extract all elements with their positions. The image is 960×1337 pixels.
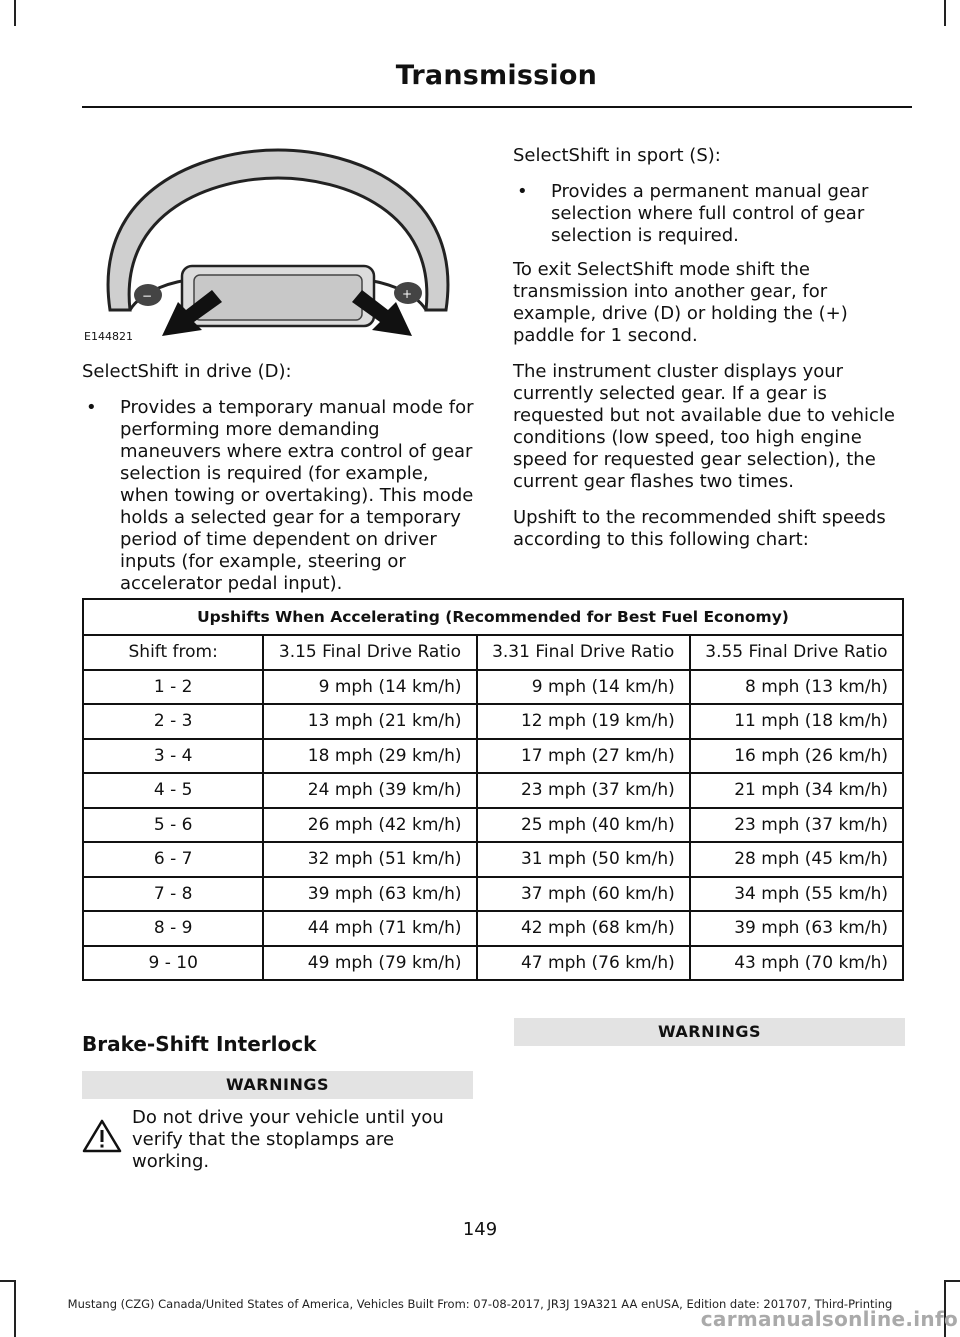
table-row [83,808,903,843]
table-cell: 39 mph (63 km/h) [690,911,903,946]
table-cell: 31 mph (50 km/h) [477,842,690,877]
table-caption: Upshifts When Accelerating (Recommended for Best Fuel Economy) [83,599,903,635]
table-cell: 8 mph (13 km/h) [690,670,903,705]
selectshift-sport-intro: SelectShift in sport (S): [513,145,721,166]
table-row [83,704,903,739]
table-cell: 24 mph (39 km/h) [263,773,476,808]
table-row [83,773,903,808]
column-header: 3.55 Final Drive Ratio [690,635,903,670]
table-cell: 21 mph (34 km/h) [690,773,903,808]
table-cell: 34 mph (55 km/h) [690,877,903,912]
table-row [83,670,903,705]
selectshift-drive-intro: SelectShift in drive (D): [82,361,292,382]
svg-text:+: + [402,287,413,301]
table-cell: 11 mph (18 km/h) [690,704,903,739]
column-header: 3.15 Final Drive Ratio [263,635,476,670]
table-row [83,946,903,981]
section-heading: Brake-Shift Interlock [82,1032,317,1056]
table-cell: 28 mph (45 km/h) [690,842,903,877]
paragraph: To exit SelectShift mode shift the transmission into another gear, for example, drive (D) or holding the (+) paddle for 1 second. [513,259,848,346]
table-cell: 9 mph (14 km/h) [263,670,476,705]
table-cell: 26 mph (42 km/h) [263,808,476,843]
table-row [83,842,903,877]
right-column [513,145,908,565]
table-cell: 9 mph (14 km/h) [477,670,690,705]
table-cell: 5 - 6 [83,808,263,843]
warning-box [82,1071,473,1173]
figure-code: E144821 [84,330,133,343]
warning-body [82,1107,473,1173]
bullet-item [82,397,474,595]
left-column [82,130,474,607]
table-row [83,911,903,946]
table-row [83,739,903,774]
warning-title: WARNINGS [514,1018,905,1046]
table-cell: 13 mph (21 km/h) [263,704,476,739]
table-cell: 3 - 4 [83,739,263,774]
steering-wheel-illustration [82,130,474,345]
paragraph: The instrument cluster displays your currently selected gear. If a gear is requested but not available due to vehicle conditions (low speed, too high engine speed for requested gear selection), the current gear flashes two times. [513,361,895,492]
warning-triangle-icon [82,1107,130,1173]
table-row [83,877,903,912]
table-cell: 17 mph (27 km/h) [477,739,690,774]
table-cell: 32 mph (51 km/h) [263,842,476,877]
header-divider [82,106,912,108]
bullet-dot: • [86,397,97,418]
table-cell: 37 mph (60 km/h) [477,877,690,912]
table-cell: 44 mph (71 km/h) [263,911,476,946]
steering-wheel-figure [82,130,474,345]
table-cell: 42 mph (68 km/h) [477,911,690,946]
upshift-table-container [82,598,904,981]
bullet-dot: • [517,181,528,202]
paragraph: Upshift to the recommended shift speeds according to this following chart: [513,507,886,550]
table-caption-row [83,599,903,635]
crop-mark [946,1280,960,1282]
page-title: Transmission [395,60,597,91]
watermark: carmanualsonline.info [700,1307,958,1331]
warning-box [514,1018,905,1046]
crop-mark [14,0,16,26]
table-cell: 12 mph (19 km/h) [477,704,690,739]
bullet-item [513,181,908,247]
table-cell: 2 - 3 [83,704,263,739]
table-cell: 23 mph (37 km/h) [477,773,690,808]
table-cell: 16 mph (26 km/h) [690,739,903,774]
footer-text: Mustang (CZG) Canada/United States of America, Vehicles Built From: 07-08-2017, JR3J 19A321 AA enUSA, Edition date: 201707, Third-Printing [67,1297,893,1311]
warning-title: WARNINGS [82,1071,473,1099]
column-header: Shift from: [83,635,263,670]
table-cell: 47 mph (76 km/h) [477,946,690,981]
table-cell: 1 - 2 [83,670,263,705]
table-header-row [83,635,903,670]
table-cell: 9 - 10 [83,946,263,981]
table-cell: 39 mph (63 km/h) [263,877,476,912]
table-cell: 4 - 5 [83,773,263,808]
table-cell: 6 - 7 [83,842,263,877]
table-cell: 25 mph (40 km/h) [477,808,690,843]
crop-mark [0,1280,14,1282]
bullet-text: Provides a permanent manual gear selection where full control of gear selection is required. [551,181,869,246]
table-cell: 43 mph (70 km/h) [690,946,903,981]
page-number: 149 [462,1219,498,1240]
table-cell: 23 mph (37 km/h) [690,808,903,843]
column-header: 3.31 Final Drive Ratio [477,635,690,670]
table-cell: 7 - 8 [83,877,263,912]
table-cell: 8 - 9 [83,911,263,946]
svg-text:−: − [142,289,153,303]
warning-text: Do not drive your vehicle until you verify that the stoplamps are working. [132,1107,444,1172]
table-cell: 18 mph (29 km/h) [263,739,476,774]
upshift-table [82,598,904,981]
table-cell: 49 mph (79 km/h) [263,946,476,981]
crop-mark [944,0,946,26]
bullet-text: Provides a temporary manual mode for performing more demanding maneuvers where extra control of gear selection is required (for example, when towing or overtaking). This mode holds a selected gear for a temporary period of time dependent on driver inputs (for example, steering or accelerator pedal input). [120,397,474,594]
